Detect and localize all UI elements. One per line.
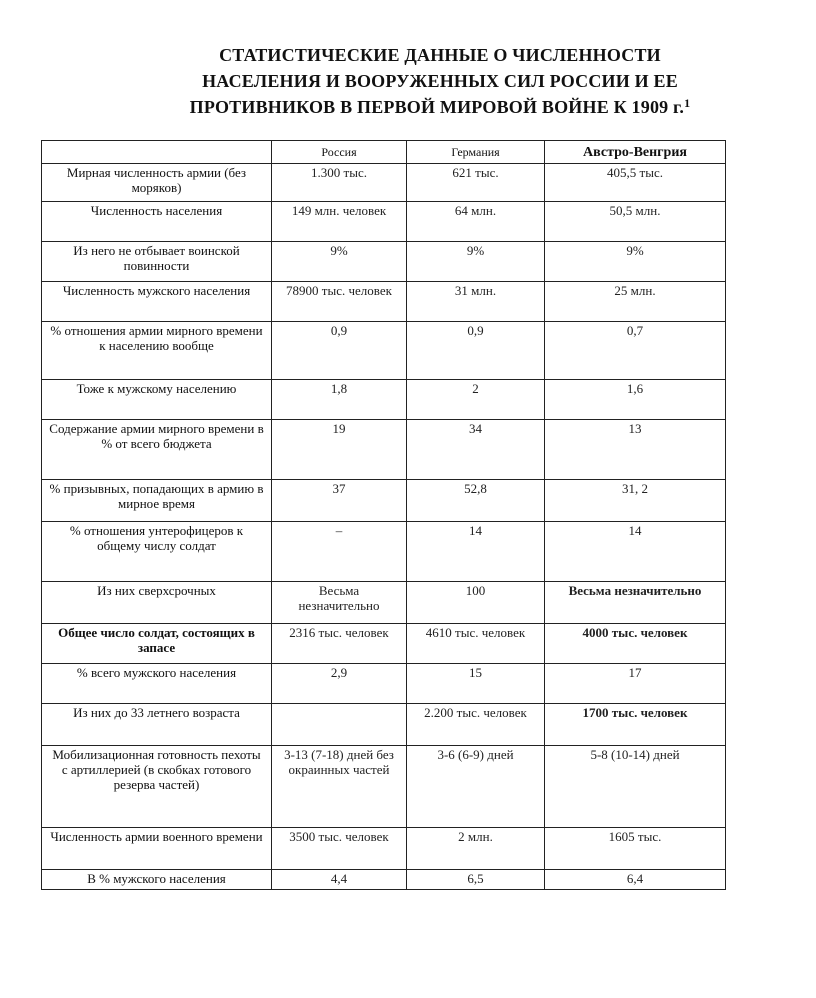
cell-germany: 2.200 тыс. человек — [407, 704, 545, 746]
cell-germany: 34 — [407, 420, 545, 480]
cell-germany: 2 — [407, 380, 545, 420]
table-header-row — [42, 141, 726, 164]
row-label: Мирная численность армии (без моряков) — [42, 164, 272, 202]
cell-austria: 13 — [545, 420, 726, 480]
cell-russia: 9% — [272, 242, 407, 282]
cell-russia: 4,4 — [272, 870, 407, 890]
table-row — [42, 164, 726, 202]
row-label: Численность армии военного времени — [42, 828, 272, 870]
cell-russia: 19 — [272, 420, 407, 480]
row-label: Мобилизационная готовность пехоты с артиллерией (в скобках готового резерва частей) — [42, 746, 272, 828]
header-austria-hungary: Австро-Венгрия — [545, 141, 726, 164]
table-row — [42, 242, 726, 282]
cell-russia: 78900 тыс. человек — [272, 282, 407, 322]
footnote-marker: 1 — [684, 96, 691, 110]
cell-russia: 1,8 — [272, 380, 407, 420]
cell-austria: 405,5 тыс. — [545, 164, 726, 202]
cell-austria: 1605 тыс. — [545, 828, 726, 870]
cell-russia: 2316 тыс. человек — [272, 624, 407, 664]
cell-austria: 9% — [545, 242, 726, 282]
row-label: Тоже к мужскому населению — [42, 380, 272, 420]
title-line-3 — [140, 94, 740, 120]
table-row — [42, 664, 726, 704]
cell-russia: 1.300 тыс. — [272, 164, 407, 202]
cell-russia: 149 млн. человек — [272, 202, 407, 242]
cell-germany: 31 млн. — [407, 282, 545, 322]
cell-russia: 3500 тыс. человек — [272, 828, 407, 870]
table-row — [42, 380, 726, 420]
cell-austria: 50,5 млн. — [545, 202, 726, 242]
table-row — [42, 582, 726, 624]
table-row — [42, 704, 726, 746]
table-row — [42, 624, 726, 664]
cell-russia: 3-13 (7-18) дней без окраинных частей — [272, 746, 407, 828]
title-line-1: СТАТИСТИЧЕСКИЕ ДАННЫЕ О ЧИСЛЕННОСТИ — [219, 45, 661, 65]
table-row — [42, 746, 726, 828]
cell-austria: 5-8 (10-14) дней — [545, 746, 726, 828]
cell-germany: 15 — [407, 664, 545, 704]
cell-russia: 2,9 — [272, 664, 407, 704]
cell-austria: 25 млн. — [545, 282, 726, 322]
cell-austria: 0,7 — [545, 322, 726, 380]
row-label: Из них сверхсрочных — [42, 582, 272, 624]
row-label: Содержание армии мирного времени в % от всего бюджета — [42, 420, 272, 480]
cell-russia: – — [272, 522, 407, 582]
table-row — [42, 322, 726, 380]
title-line-2: НАСЕЛЕНИЯ И ВООРУЖЕННЫХ СИЛ РОССИИ И ЕЕ — [202, 71, 678, 91]
cell-germany: 4610 тыс. человек — [407, 624, 545, 664]
cell-austria: 31, 2 — [545, 480, 726, 522]
cell-germany: 621 тыс. — [407, 164, 545, 202]
cell-germany: 6,5 — [407, 870, 545, 890]
table-row — [42, 870, 726, 890]
row-label: Из него не отбывает воинской повинности — [42, 242, 272, 282]
cell-germany: 0,9 — [407, 322, 545, 380]
table-row — [42, 522, 726, 582]
row-label: Из них до 33 летнего возраста — [42, 704, 272, 746]
cell-germany: 2 млн. — [407, 828, 545, 870]
table-row — [42, 828, 726, 870]
cell-russia — [272, 704, 407, 746]
cell-russia: Весьма незначительно — [272, 582, 407, 624]
cell-germany: 100 — [407, 582, 545, 624]
cell-austria: 17 — [545, 664, 726, 704]
row-label: Численность мужского населения — [42, 282, 272, 322]
cell-germany: 9% — [407, 242, 545, 282]
cell-austria: 6,4 — [545, 870, 726, 890]
table-row — [42, 282, 726, 322]
table-row — [42, 420, 726, 480]
cell-germany: 14 — [407, 522, 545, 582]
cell-russia: 0,9 — [272, 322, 407, 380]
row-label: % отношения армии мирного времени к населению вообще — [42, 322, 272, 380]
row-label: % всего мужского населения — [42, 664, 272, 704]
header-germany: Германия — [407, 141, 545, 164]
cell-austria: 1,6 — [545, 380, 726, 420]
document-title — [140, 42, 740, 120]
header-empty — [42, 141, 272, 164]
cell-germany: 64 млн. — [407, 202, 545, 242]
row-label: % призывных, попадающих в армию в мирное время — [42, 480, 272, 522]
cell-austria: Весьма незначительно — [545, 582, 726, 624]
row-label: % отношения унтерофицеров к общему числу солдат — [42, 522, 272, 582]
statistics-table — [41, 140, 726, 890]
cell-germany: 3-6 (6-9) дней — [407, 746, 545, 828]
header-russia: Россия — [272, 141, 407, 164]
table-row — [42, 480, 726, 522]
title-line-3-text: ПРОТИВНИКОВ В ПЕРВОЙ МИРОВОЙ ВОЙНЕ К 1909 г. — [189, 97, 685, 117]
cell-germany: 52,8 — [407, 480, 545, 522]
row-label: Общее число солдат, состоящих в запасе — [42, 624, 272, 664]
cell-austria: 4000 тыс. человек — [545, 624, 726, 664]
cell-russia: 37 — [272, 480, 407, 522]
table-row — [42, 202, 726, 242]
cell-austria: 1700 тыс. человек — [545, 704, 726, 746]
row-label: Численность населения — [42, 202, 272, 242]
cell-austria: 14 — [545, 522, 726, 582]
row-label: В % мужского населения — [42, 870, 272, 890]
